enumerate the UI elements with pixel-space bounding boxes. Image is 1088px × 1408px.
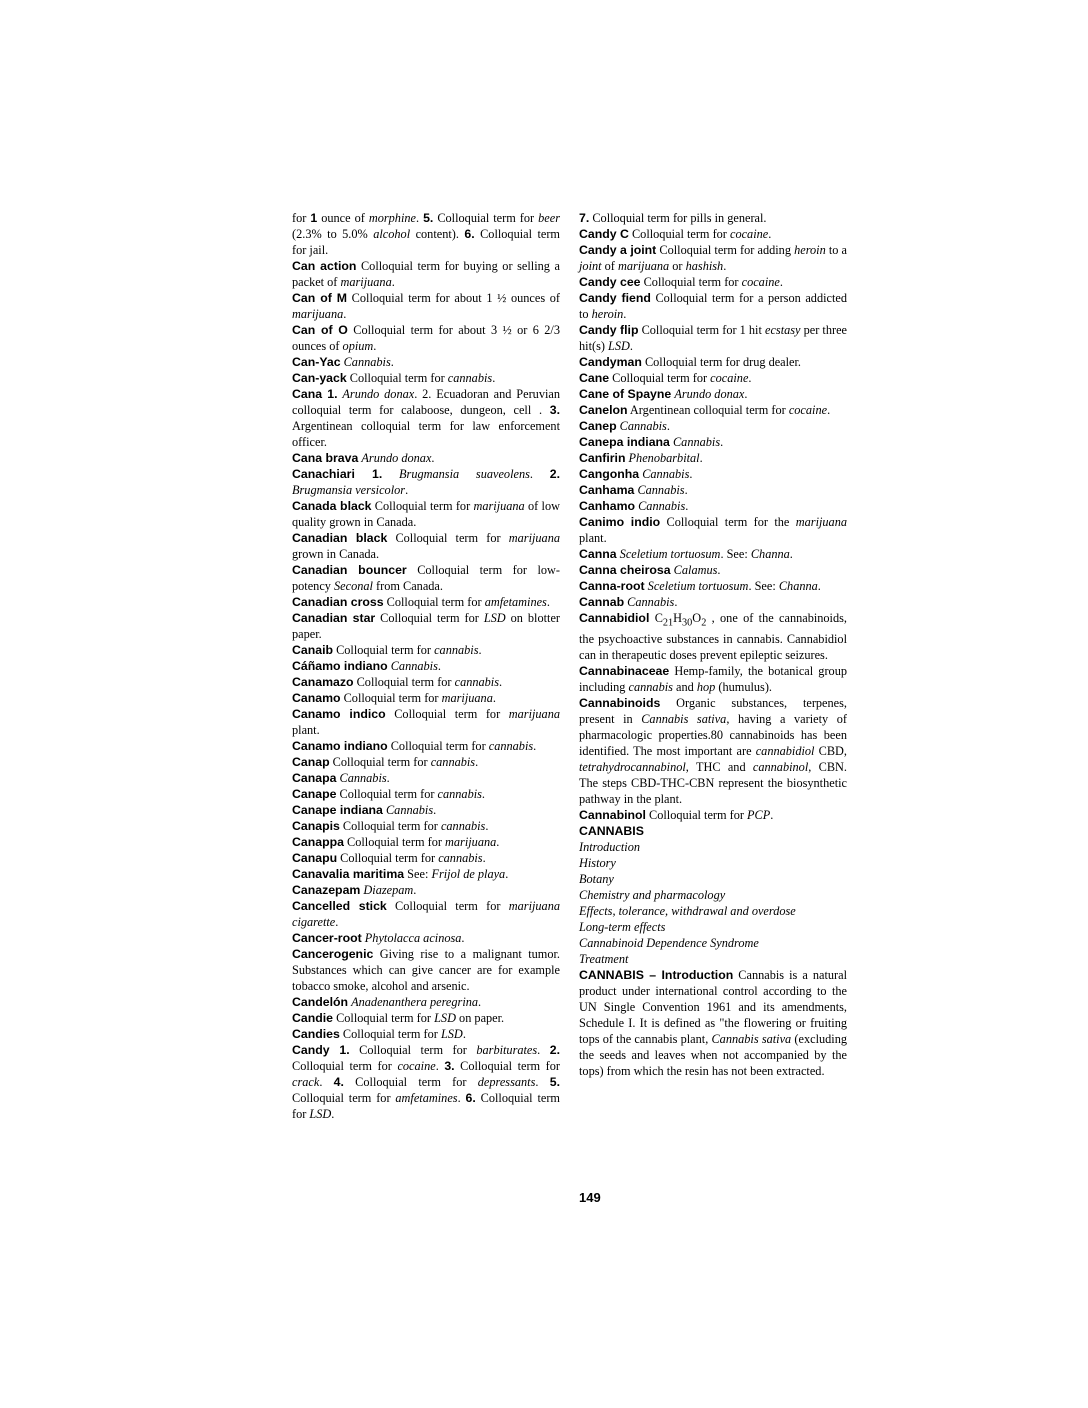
entry-body: Colloquial term for PCP. xyxy=(645,808,774,823)
right-entries xyxy=(579,210,847,839)
entry-body: Colloquial term for marijuana of low quality grown in Canada. xyxy=(292,499,560,529)
entry-headword: Cancerogenic xyxy=(292,947,374,961)
entry-headword: Cannab xyxy=(579,595,625,609)
entry-body: Colloquial term for a person addicted to heroin. xyxy=(579,291,847,321)
entry-headword: Cannabinol xyxy=(579,808,646,823)
dictionary-entry xyxy=(579,807,847,823)
dictionary-entry xyxy=(579,354,847,370)
dictionary-entry xyxy=(292,1042,560,1122)
entry-body: $C_{21}H_{30}O_2$ , one of the cannabinoids, the psychoactive substances in cannabis. Cannabidiol can in therapeutic doses prevent epileptic seizures. xyxy=(579,611,847,663)
entry-body: Phenobarbital. xyxy=(628,451,703,465)
dictionary-entry xyxy=(292,674,560,690)
dictionary-entry xyxy=(292,658,560,674)
entry-headword: Candy cee xyxy=(579,275,641,289)
entry-body: Colloquial term for buying or selling a packet of marijuana. xyxy=(292,259,560,289)
dictionary-entry xyxy=(579,546,847,562)
dictionary-entry xyxy=(292,930,560,946)
cannabis-subheading: Effects, tolerance, withdrawal and overdose xyxy=(579,904,796,919)
entry-body: Hemp-family, the botanical group including cannabis and hop (humulus). xyxy=(579,664,847,695)
entry-headword: Can-Yac xyxy=(292,355,341,369)
cannabis-subheads xyxy=(579,839,847,967)
entry-body: Anadenanthera peregrina. xyxy=(351,995,482,1009)
right-column xyxy=(579,210,847,1079)
entry-headword: Candyman xyxy=(579,355,642,369)
dictionary-entry xyxy=(292,882,560,898)
entry-headword: Canna cheirosa xyxy=(579,563,671,577)
entry-headword: Canimo indio xyxy=(579,515,661,529)
entry-headword: Canhamo xyxy=(579,499,636,513)
dictionary-entry xyxy=(292,690,560,706)
dictionary-entry xyxy=(292,706,560,738)
dictionary-entry xyxy=(292,594,560,610)
entry-body: Cannabis. xyxy=(638,499,689,513)
dictionary-entry xyxy=(579,594,847,610)
dictionary-entry xyxy=(579,562,847,578)
entry-headword: Canavalia maritima xyxy=(292,867,405,881)
entry-headword: Cáñamo indiano xyxy=(292,659,388,673)
entry-body: Diazepam. xyxy=(363,883,417,897)
entry-body: Colloquial term for about 3 ½ or 6 2/3 ounces of opium. xyxy=(292,323,560,353)
dictionary-entry xyxy=(292,370,560,386)
entry-body: Colloquial term for LSD on blotter paper. xyxy=(292,611,560,641)
dictionary-entry xyxy=(579,290,847,322)
entry-body: Cannabis is a natural product under international control according to the UN Single Convention 1961 and its amendments, Schedule I. It is defined as "the flowering or fruiting tops of the cannabis plant, Cannabis sativa (excluding the seeds and leaves when not accompanied by the tops) from which the resin has not been extracted. xyxy=(579,968,847,1079)
entry-body: Colloquial term for cocaine. xyxy=(640,275,783,289)
dictionary-entry xyxy=(292,562,560,594)
entry-body: Colloquial term for cannabis. xyxy=(333,643,482,657)
dictionary-entry xyxy=(579,242,847,274)
entry-body: See: Frijol de playa. xyxy=(404,867,509,881)
entry-body: Colloquial term for cannabis. xyxy=(329,755,479,769)
entry-headword: Candy a joint xyxy=(579,243,657,257)
entry-headword: Canamo xyxy=(292,691,341,705)
entry-headword: Canna-root xyxy=(579,579,645,593)
entry-headword: Candie xyxy=(292,1011,333,1025)
entry-headword: Cancer-root xyxy=(292,931,362,945)
entry-headword: Canachiari 1. xyxy=(292,467,383,481)
dictionary-entry xyxy=(292,610,560,642)
dictionary-entry xyxy=(292,1026,560,1042)
entry-headword: CANNABIS xyxy=(579,824,644,839)
entry-body: Colloquial term for cocaine. xyxy=(628,227,772,241)
dictionary-entry xyxy=(292,386,560,450)
entry-headword: Canappa xyxy=(292,835,344,849)
entry-body: Colloquial term for cocaine. xyxy=(609,371,752,385)
dictionary-entry xyxy=(579,210,847,226)
entry-body: Colloquial term for cannabis. xyxy=(339,819,489,833)
dictionary-entry xyxy=(292,258,560,290)
entry-headword: Canaib xyxy=(292,643,333,657)
entry-body: Cannabis. xyxy=(390,659,441,673)
dictionary-entry xyxy=(292,1010,560,1026)
dictionary-entry xyxy=(579,498,847,514)
entry-headword: Can action xyxy=(292,259,357,273)
entry-body: Colloquial term for 1 hit ecstasy per three hit(s) LSD. xyxy=(579,323,847,353)
dictionary-entry xyxy=(292,994,560,1010)
dictionary-entry xyxy=(292,770,560,786)
entry-body: Organic substances, terpenes, present in Cannabis sativa, having a variety of pharmacologic properties.80 cannabinoids has been identified. The most important are cannabidiol CBD, tetrahydrocannabinol, THC and cannabinol, CBN. The steps CBD-THC-CBN represent the biosynthetic pathway in the plant. xyxy=(579,696,848,807)
entry-body: Colloquial term for LSD. xyxy=(339,1027,466,1041)
dictionary-entry xyxy=(292,738,560,754)
entry-headword: Canadian bouncer xyxy=(292,563,407,577)
entry-body: Colloquial term for marijuana grown in Canada. xyxy=(292,531,560,561)
entry-body: Arundo donax. 2. Ecuadoran and Peruvian colloquial term for calaboose, dungeon, cell . 3. Argentinean colloquial term for law enforcement officer. xyxy=(292,387,560,449)
entry-body: Cannabis. xyxy=(627,595,678,609)
dictionary-entry xyxy=(579,434,847,450)
entry-headword: Cane xyxy=(579,371,610,385)
entry-headword: Candy 1. xyxy=(292,1043,350,1057)
entry-body: Argentinean colloquial term for cocaine. xyxy=(627,403,831,417)
entry-headword: Canadian star xyxy=(292,611,376,625)
dictionary-entry xyxy=(292,530,560,562)
entry-headword: Canapa xyxy=(292,771,337,785)
entry-headword: Canfirin xyxy=(579,451,626,465)
dictionary-entry xyxy=(579,418,847,434)
entry-body: Cannabis. xyxy=(672,435,724,449)
entry-body: Phytolacca acinosa. xyxy=(364,931,465,945)
entry-body: Colloquial term for low-potency Seconal from Canada. xyxy=(292,563,560,593)
entry-headword: Candelón xyxy=(292,995,349,1009)
entry-headword: Candy fiend xyxy=(579,291,651,305)
dictionary-entry xyxy=(579,274,847,290)
dictionary-entry xyxy=(292,898,560,930)
cannabis-subheading: History xyxy=(579,856,616,871)
entry-body: Giving rise to a malignant tumor. Substances which can give cancer are for example tobacco smoke, alcohol and arsenic. xyxy=(292,947,560,993)
entry-headword: Cangonha xyxy=(579,467,640,481)
entry-body: Cannabis. xyxy=(642,467,693,481)
entry-body: Brugmansia suaveolens. 2. Brugmansia versicolor. xyxy=(292,467,560,497)
dictionary-entry xyxy=(292,354,560,370)
dictionary-entry xyxy=(579,466,847,482)
entry-headword: Cana 1. xyxy=(292,387,338,401)
cannabis-subheading: Long-term effects xyxy=(579,920,666,935)
entry-body: Colloquial term for cannabis. xyxy=(337,851,486,865)
entry-body: Colloquial term for cannabis. xyxy=(336,787,485,801)
entry-headword: Canelon xyxy=(579,403,628,417)
dictionary-entry xyxy=(292,290,560,322)
entry-headword: CANNABIS – Introduction xyxy=(579,968,734,983)
entry-headword: Canadian black xyxy=(292,531,388,545)
entry-body: Colloquial term for the marijuana plant. xyxy=(579,515,847,545)
entry-headword: Canepa indiana xyxy=(579,435,670,449)
entry-headword: Cannabinoids xyxy=(579,696,661,711)
entry-body: Arundo donax. xyxy=(361,451,435,465)
entry-body: Cannabis. xyxy=(339,771,390,785)
entry-headword: Candy C xyxy=(579,227,629,241)
entry-body: Colloquial term for marijuana plant. xyxy=(292,707,561,737)
dictionary-entry xyxy=(292,754,560,770)
entry-headword: Canhama xyxy=(579,483,635,497)
entry-body: Colloquial term for adding heroin to a joint of marijuana or hashish. xyxy=(579,243,847,273)
dictionary-entry xyxy=(292,642,560,658)
entry-body: Colloquial term for marijuana. xyxy=(340,691,496,705)
dictionary-entry xyxy=(579,402,847,418)
entry-headword: Canadian cross xyxy=(292,595,384,609)
dictionary-entry xyxy=(292,450,560,466)
entry-body: Colloquial term for marijuana. xyxy=(343,835,500,849)
dictionary-entry xyxy=(579,386,847,402)
dictionary-entry xyxy=(292,786,560,802)
entry-body: Colloquial term for LSD on paper. xyxy=(333,1011,505,1025)
entry-body: Arundo donax. xyxy=(674,387,748,401)
entry-headword: Cana brava xyxy=(292,451,359,465)
cannabis-subheading: Botany xyxy=(579,872,614,887)
entry-headword: Canap xyxy=(292,755,330,769)
cannabis-subheading: Chemistry and pharmacology xyxy=(579,888,726,903)
dictionary-entry xyxy=(579,610,847,663)
entry-headword: Canapis xyxy=(292,819,340,833)
entry-headword: Candies xyxy=(292,1027,340,1041)
dictionary-entry xyxy=(292,466,560,498)
entry-headword: Canamo indico xyxy=(292,707,386,721)
entry-headword: Canamo indiano xyxy=(292,739,388,753)
entry-headword: Canada black xyxy=(292,499,372,513)
cannabis-subheading: Introduction xyxy=(579,840,641,855)
dictionary-entry xyxy=(292,498,560,530)
dictionary-entry xyxy=(292,322,560,354)
entry-body: Colloquial term for cannabis. xyxy=(353,675,503,689)
dictionary-entry xyxy=(292,834,560,850)
entry-headword: Can-yack xyxy=(292,371,347,385)
entry-body: Cannabis. xyxy=(619,419,670,433)
page-number: 149 xyxy=(579,1190,601,1205)
entry-body: Colloquial term for cannabis. xyxy=(346,371,496,385)
dictionary-entry xyxy=(292,866,560,882)
dictionary-entry xyxy=(579,322,847,354)
dictionary-entry xyxy=(579,370,847,386)
entry-headword: 7. xyxy=(579,211,590,225)
entry-headword: Canapu xyxy=(292,851,338,865)
entry-headword: Can of O xyxy=(292,323,348,337)
entry-body: Colloquial term for cannabis. xyxy=(387,739,537,753)
entry-headword: Canna xyxy=(579,547,617,561)
entry-headword: Canape xyxy=(292,787,337,801)
entry-body: Cannabis. xyxy=(385,803,437,817)
entry-headword: Cannabidiol xyxy=(579,611,650,625)
entry-body: Colloquial term for amfetamines. xyxy=(383,595,550,609)
cannabis-introduction-entry xyxy=(579,967,847,1079)
entry-headword: Can of M xyxy=(292,291,348,305)
cannabis-subheading: Treatment xyxy=(579,952,629,967)
dictionary-entry xyxy=(579,578,847,594)
entry-body: Colloquial term for pills in general. xyxy=(589,211,767,225)
entry-body: Colloquial term for about 1 ½ ounces of marijuana. xyxy=(292,291,561,321)
dictionary-entry xyxy=(579,514,847,546)
cannabis-subheading: Cannabinoid Dependence Syndrome xyxy=(579,936,759,951)
entry-body: for 1 ounce of morphine. 5. Colloquial term for beer (2.3% to 5.0% alcohol content). 6. Colloquial term for jail. xyxy=(292,211,561,257)
dictionary-entry xyxy=(579,450,847,466)
entry-headword: Cane of Spayne xyxy=(579,387,672,401)
entry-headword: Cancelled stick xyxy=(292,899,387,913)
entry-headword: Canazepam xyxy=(292,883,361,897)
entry-body: Calamus. xyxy=(673,563,721,577)
dictionary-entry xyxy=(292,818,560,834)
dictionary-entry xyxy=(292,210,560,258)
entry-headword: Canamazo xyxy=(292,675,354,689)
entry-body: Cannabis. xyxy=(637,483,688,497)
entry-body: Sceletium tortuosum. See: Channa. xyxy=(619,547,793,561)
entry-body: Cannabis. xyxy=(343,355,394,369)
dictionary-entry xyxy=(579,695,847,807)
entry-headword: Candy flip xyxy=(579,323,639,337)
entry-headword: Canep xyxy=(579,419,617,433)
left-column xyxy=(292,210,560,1122)
dictionary-entry xyxy=(579,823,847,839)
dictionary-entry xyxy=(292,850,560,866)
dictionary-entry xyxy=(579,663,847,695)
entry-headword: Cannabinaceae xyxy=(579,664,670,679)
entry-headword: Canape indiana xyxy=(292,803,383,817)
entry-body: Sceletium tortuosum. See: Channa. xyxy=(647,579,821,593)
entry-body: Colloquial term for barbiturates. 2. Colloquial term for cocaine. 3. Colloquial term for crack. 4. Colloquial term for depressants. 5. Colloquial term for amfetamines. 6. Colloquial term for LSD. xyxy=(292,1043,561,1121)
entry-body: Colloquial term for marijuana cigarette. xyxy=(292,899,560,929)
dictionary-entry xyxy=(292,946,560,994)
dictionary-entry xyxy=(579,482,847,498)
dictionary-entry xyxy=(292,802,560,818)
entry-body: Colloquial term for drug dealer. xyxy=(641,355,802,369)
dictionary-entry xyxy=(579,226,847,242)
